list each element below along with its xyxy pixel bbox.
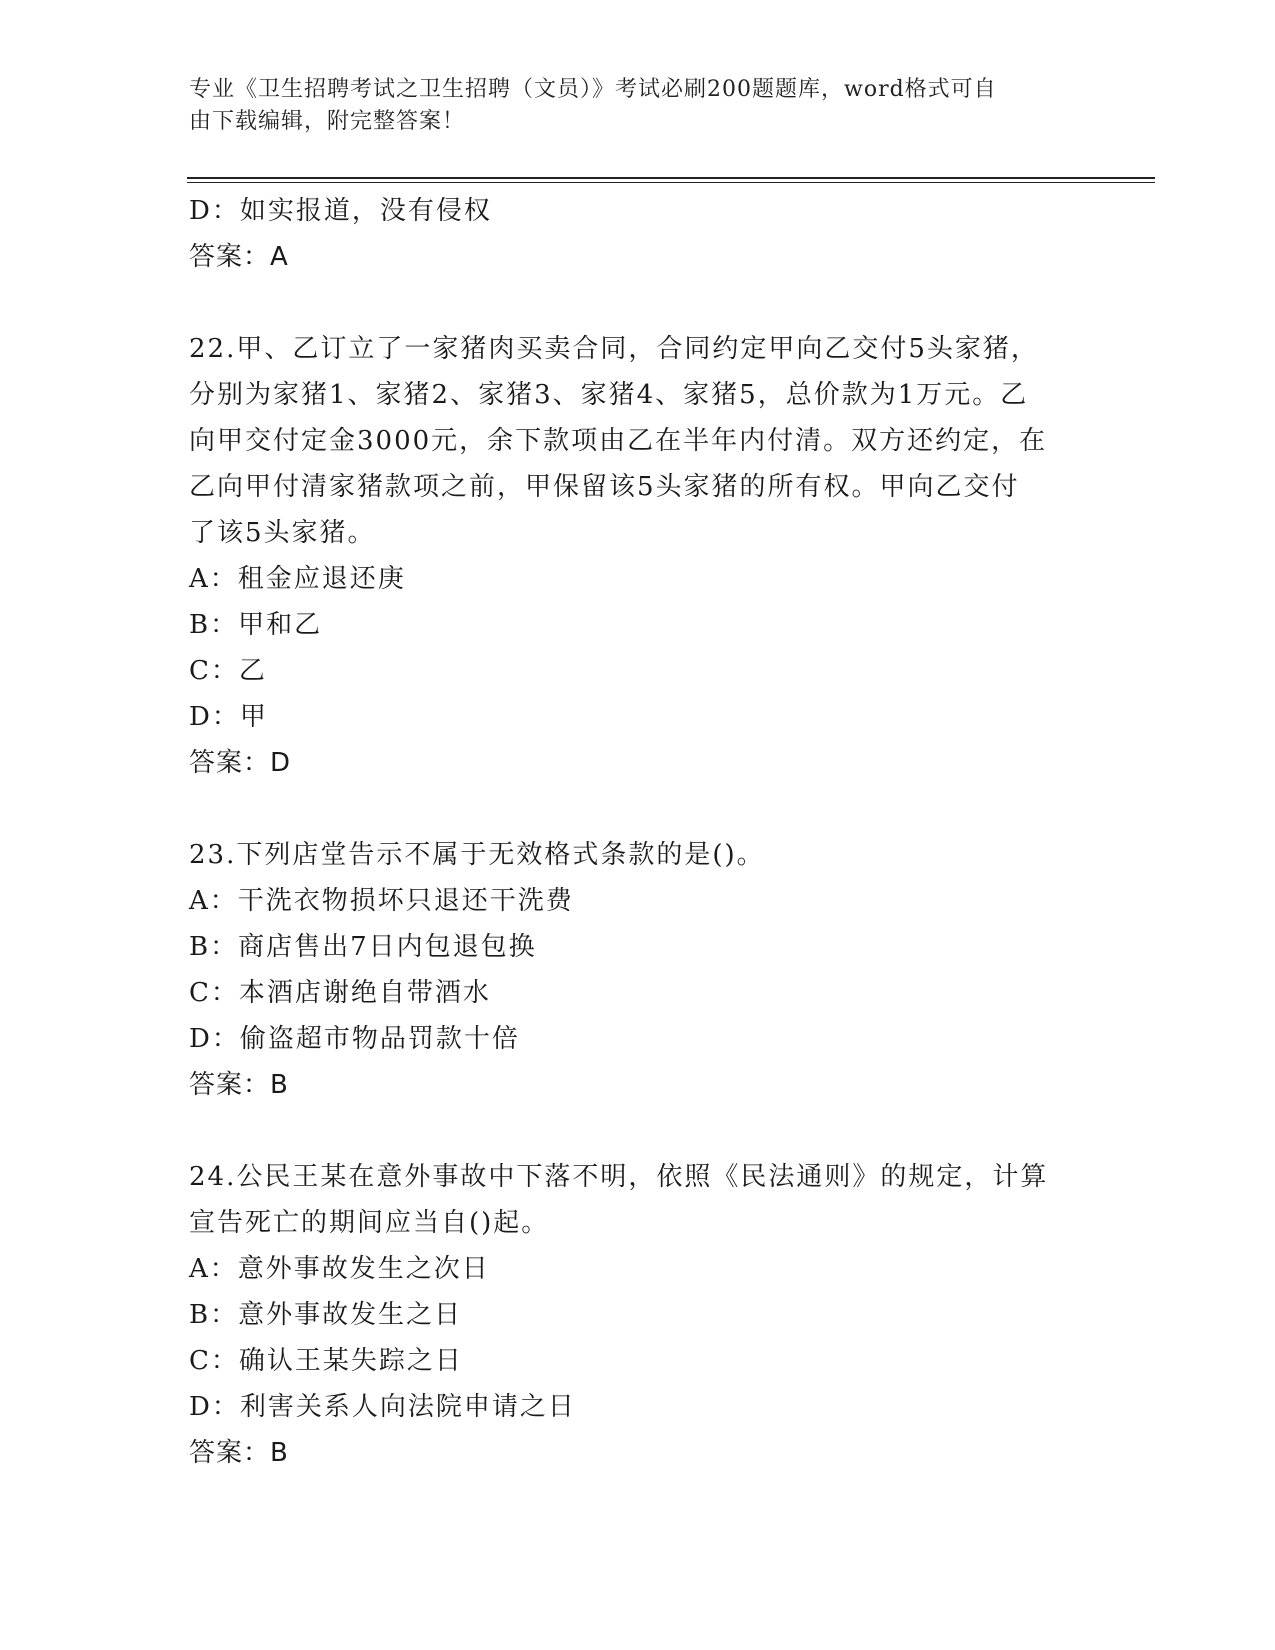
question-23-option-a: A：干洗衣物损坏只退还干洗费 [189,886,574,916]
question-22-option-b: B：甲和乙 [189,610,323,640]
question-22-line-2: 分别为家猪1、家猪2、家猪3、家猪4、家猪5，总价款为1万元。乙 [189,380,1029,410]
question-23-line-1: 23.下列店堂告示不属于无效格式条款的是()。 [189,840,765,870]
prev-answer: 答案：A [189,242,289,272]
question-22-answer: 答案：D [189,748,292,778]
spacer [189,786,1089,832]
question-24-line-2: 宣告死亡的期间应当自()起。 [189,1208,550,1238]
document-header [189,74,1089,138]
spacer [189,1108,1089,1154]
question-24-line-1: 24.公民王某在意外事故中下落不明，依照《民法通则》的规定，计算 [189,1162,1049,1192]
question-24-option-b: B：意外事故发生之日 [189,1300,463,1330]
question-23-option-c: C：本酒店谢绝自带酒水 [189,978,491,1008]
question-22 [189,326,1089,786]
question-22-line-3: 向甲交付定金3000元，余下款项由乙在半年内付清。双方还约定，在 [189,426,1048,456]
question-23 [189,832,1089,1108]
question-22-option-d: D：甲 [189,702,268,732]
question-23-option-d: D：偷盗超市物品罚款十倍 [189,1024,520,1054]
header-rule-thin [187,182,1155,183]
header-rule-thick [187,177,1155,179]
question-22-option-c: C：乙 [189,656,267,686]
question-24-option-d: D：利害关系人向法院申请之日 [189,1392,576,1422]
question-23-option-b: B：商店售出7日内包退包换 [189,932,537,962]
question-22-line-5: 了该5头家猪。 [189,518,376,548]
document-body [189,188,1089,1476]
question-24-option-c: C：确认王某失踪之日 [189,1346,463,1376]
question-24-option-a: A：意外事故发生之次日 [189,1254,490,1284]
spacer [189,280,1089,326]
prev-option-d: D：如实报道，没有侵权 [189,196,492,226]
header-line-2: 由下载编辑，附完整答案！ [189,109,466,134]
question-22-line-1: 22.甲、乙订立了一家猪肉买卖合同，合同约定甲向乙交付5头家猪， [189,334,1039,364]
question-23-answer: 答案：B [189,1070,289,1100]
header-line-1: 专业《卫生招聘考试之卫生招聘（文员）》考试必刷200题题库，word格式可自 [189,77,997,102]
question-22-option-a: A：租金应退还庚 [189,564,406,594]
question-24 [189,1154,1089,1476]
question-22-line-4: 乙向甲付清家猪款项之前，甲保留该5头家猪的所有权。甲向乙交付 [189,472,1020,502]
question-24-answer: 答案：B [189,1438,289,1468]
